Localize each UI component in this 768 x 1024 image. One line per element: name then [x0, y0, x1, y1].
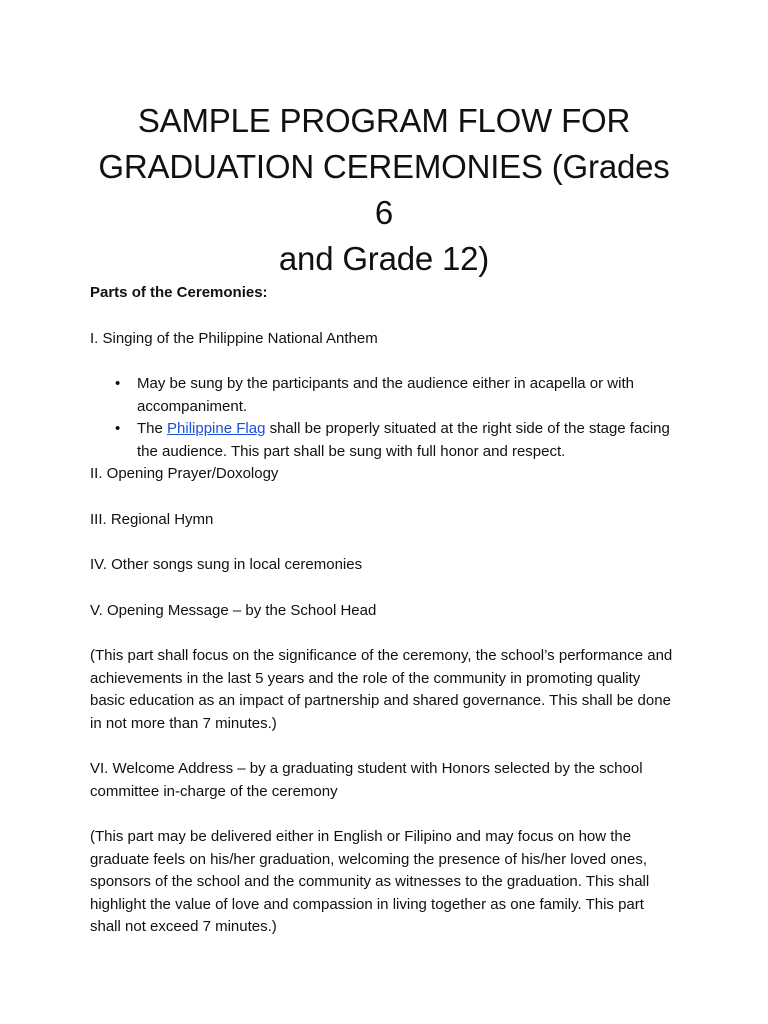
section-3-heading: III. Regional Hymn [90, 510, 214, 528]
section-1-heading: I. Singing of the Philippine National Anthem [90, 329, 378, 347]
title-line-2: GRADUATION CEREMONIES (Grades 6 [98, 148, 670, 231]
section-4-heading: IV. Other songs sung in local ceremonies [90, 556, 363, 573]
parts-subheading: Parts of the Ceremonies: [90, 284, 268, 301]
bullet-text-suffix: shall be properly situated at the right side of the stage facing the audience. This part shall be sung with full honor and respect. [137, 420, 670, 460]
title-line-3: and Grade 12) [278, 240, 490, 277]
bullet-text: May be sung by the participants and the audience either in acapella or with accompaniment. [137, 375, 634, 415]
section-6-note: (This part may be delivered either in English or Filipino and may focus on how the graduate feels on his/her graduation, welcoming the presence of his/her loved ones, sponsors of the school and the community as witnesses to the graduation. This shall highlight the value of love and compassion in living together as one family. This part shall not exceed 7 minutes.) [90, 828, 650, 935]
section-6-heading: VI. Welcome Address – by a graduating student with Honors selected by the school committee in-charge of the ceremony [90, 760, 643, 800]
list-item [115, 373, 678, 418]
section-5-note: (This part shall focus on the significance of the ceremony, the school’s performance and achievements in the last 5 years and the role of the community in promoting quality basic education as an impact of partnership and shared governance. This shall be done in not more than 7 minutes.) [90, 647, 673, 732]
document-title [90, 98, 678, 282]
list-item [115, 418, 678, 463]
bullet-text-prefix: The [137, 420, 168, 437]
anthem-bullet-list [90, 373, 678, 463]
document-body [90, 282, 678, 939]
title-line-1: SAMPLE PROGRAM FLOW FOR [137, 102, 631, 139]
bullet-icon: • [115, 375, 121, 392]
bullet-icon: • [115, 420, 121, 437]
section-2-heading: II. Opening Prayer/Doxology [90, 465, 279, 482]
philippine-flag-link[interactable]: Philippine Flag [167, 420, 266, 437]
section-5-heading: V. Opening Message – by the School Head [90, 601, 377, 619]
